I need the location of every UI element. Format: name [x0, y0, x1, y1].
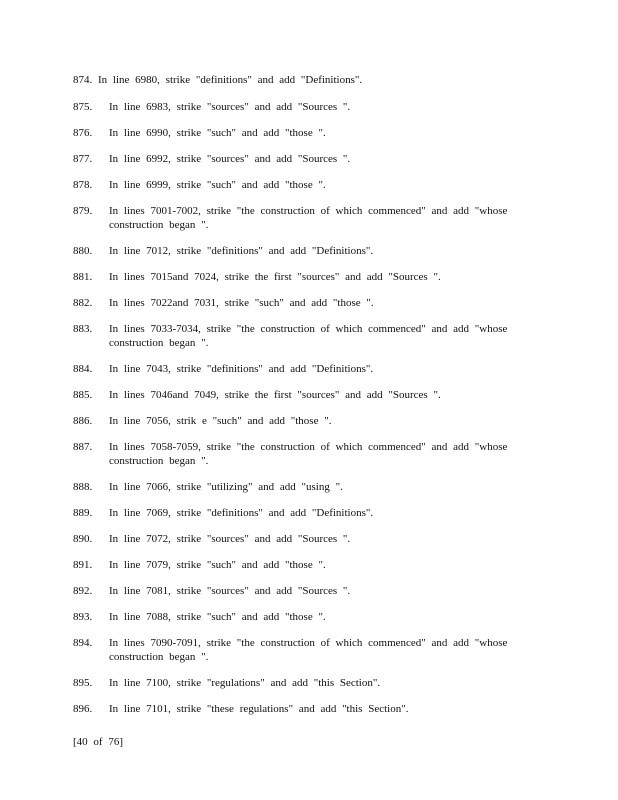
amendment-text: In line 7081, strike "sources" and add "Sources ". [109, 585, 351, 597]
amendment-text: In line 7066, strike "utilizing" and add "using ". [109, 481, 343, 493]
amendment-item [73, 100, 543, 114]
amendment-text: In lines 7033-7034, strike "the construction of which commenced" and add "whose construction began ". [109, 323, 508, 349]
amendment-number: 878. [73, 179, 93, 191]
amendment-item [73, 506, 543, 520]
amendment-item [73, 244, 543, 258]
amendment-number: 881. [73, 271, 93, 283]
amendment-text: In line 7043, strike "definitions" and add "Definitions". [109, 363, 374, 375]
amendment-number: 893. [73, 611, 93, 623]
amendment-text: In line 6992, strike "sources" and add "Sources ". [109, 153, 351, 165]
amendment-number: 891. [73, 559, 93, 571]
amendment-number: 875. [73, 101, 93, 113]
amendment-item [73, 296, 543, 310]
amendment-number: 892. [73, 585, 93, 597]
amendment-item [73, 610, 543, 624]
amendment-text: In line 6999, strike "such" and add "those ". [109, 179, 326, 191]
amendment-text: In line 7100, strike "regulations" and add "this Section". [109, 677, 381, 689]
amendment-text: In lines 7001-7002, strike "the construction of which commenced" and add "whose construction began ". [109, 205, 508, 231]
amendment-number: 882. [73, 297, 93, 309]
amendment-text: In line 6983, strike "sources" and add "Sources ". [109, 101, 351, 113]
page-number: [40 of 76] [73, 736, 123, 748]
amendment-text: In line 7069, strike "definitions" and add "Definitions". [109, 507, 374, 519]
amendment-number: 884. [73, 363, 93, 375]
amendment-number: 896. [73, 703, 93, 715]
amendment-text: In lines 7022and 7031, strike "such" and add "those ". [109, 297, 374, 309]
amendment-item [73, 152, 543, 166]
amendment-text: In line 7056, strik e "such" and add "those ". [109, 415, 332, 427]
amendment-number: 876. [73, 127, 93, 139]
amendment-item [73, 532, 543, 546]
amendment-item [73, 414, 543, 428]
amendment-item [73, 178, 543, 192]
amendment-text: In line 6990, strike "such" and add "those ". [109, 127, 326, 139]
amendment-number: 889. [73, 507, 93, 519]
amendment-item [73, 480, 543, 494]
amendment-item [73, 322, 543, 350]
amendment-text: In line 7079, strike "such" and add "those ". [109, 559, 326, 571]
amendment-number: 886. [73, 415, 93, 427]
amendment-item [73, 204, 543, 232]
amendment-number: 887. [73, 441, 93, 453]
amendment-number: 895. [73, 677, 93, 689]
amendment-item [73, 388, 543, 402]
amendment-item [73, 702, 543, 716]
amendment-text: In lines 7015and 7024, strike the first "sources" and add "Sources ". [109, 271, 441, 283]
amendment-item [73, 440, 543, 468]
amendment-number: 888. [73, 481, 93, 493]
amendment-text: In line 7088, strike "such" and add "those ". [109, 611, 326, 623]
amendment-item [73, 126, 543, 140]
amendment-number: 877. [73, 153, 93, 165]
amendment-number: 880. [73, 245, 93, 257]
amendment-number: 883. [73, 323, 93, 335]
amendment-item [73, 636, 543, 664]
amendment-number: 894. [73, 637, 93, 649]
amendment-item [73, 676, 543, 690]
amendment-text: In line 7101, strike "these regulations" and add "this Section". [109, 703, 409, 715]
amendment-item [73, 270, 543, 284]
amendment-text: In line 7012, strike "definitions" and add "Definitions". [109, 245, 374, 257]
amendment-number: 879. [73, 205, 93, 217]
amendment-item [73, 584, 543, 598]
amendment-text: In lines 7058-7059, strike "the construction of which commenced" and add "whose construction began ". [109, 441, 508, 467]
amendment-text: In lines 7090-7091, strike "the construction of which commenced" and add "whose construction began ". [109, 637, 508, 663]
amendment-number: 885. [73, 389, 93, 401]
amendment-number: 890. [73, 533, 93, 545]
amendment-text: In line 7072, strike "sources" and add "Sources ". [109, 533, 351, 545]
amendment-item [73, 558, 543, 572]
amendment-text: In lines 7046and 7049, strike the first "sources" and add "Sources ". [109, 389, 441, 401]
amendment-874: 874. In line 6980, strike "definitions" and add "Definitions". [73, 74, 363, 86]
amendment-item [73, 362, 543, 376]
